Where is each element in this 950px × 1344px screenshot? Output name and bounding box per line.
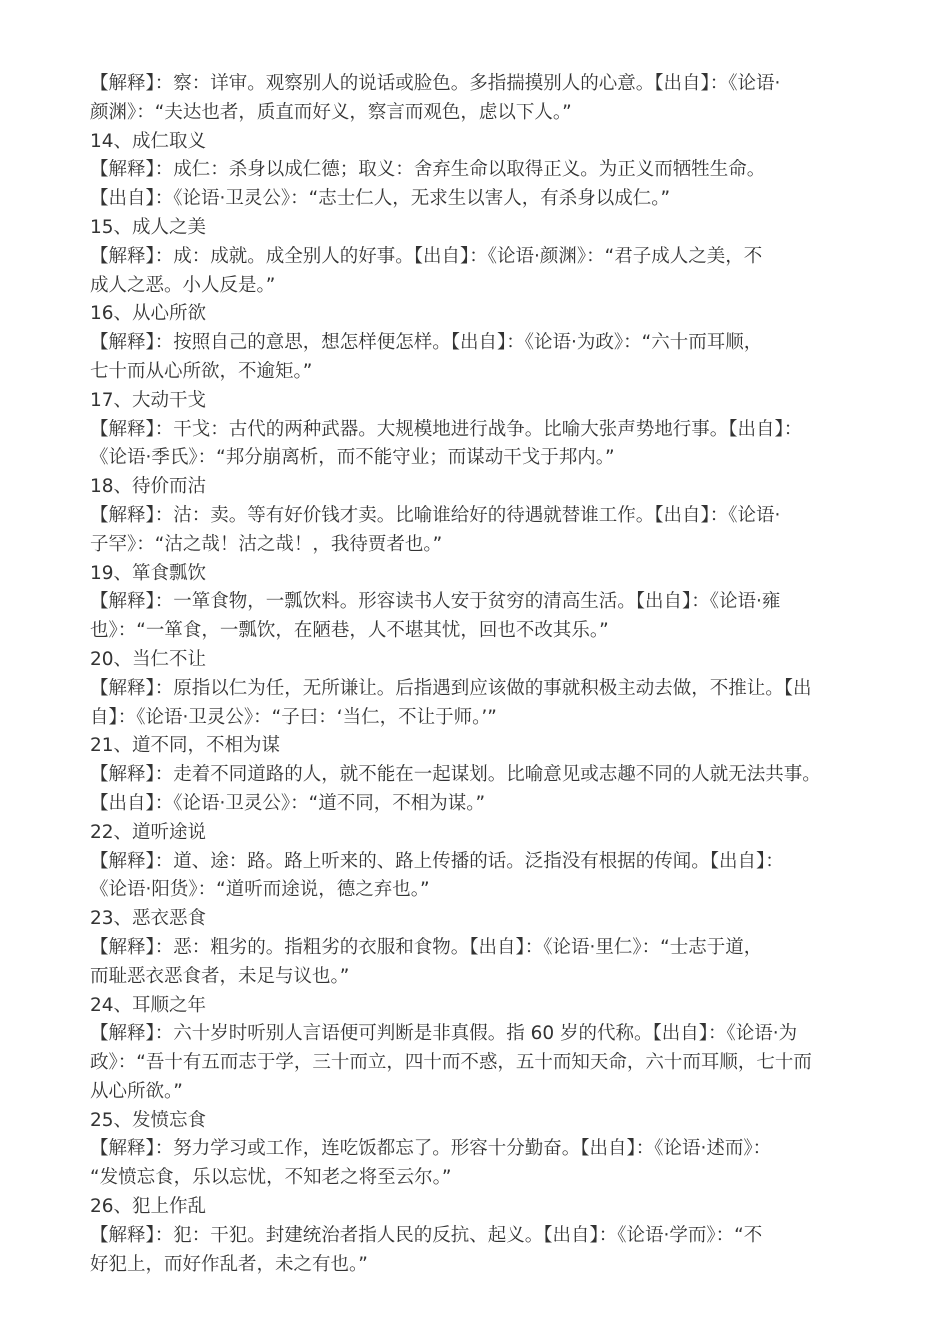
text-line: 好犯上，而好作乱者，未之有也。” xyxy=(90,1253,368,1275)
text-line: 【解释】：察：详审。观察别人的说话或脸色。多指揣摸别人的心意。【出自】：《论语· xyxy=(90,73,781,94)
text-line: 【解释】：走着不同道路的人，就不能在一起谋划。比喻意见或志趣不同的人就无法共事。 xyxy=(90,764,821,786)
idiom-heading: 23、恶衣恶食 xyxy=(90,908,207,930)
idiom-heading: 19、箪食瓢饮 xyxy=(90,562,207,584)
text-line: 从心所欲。” xyxy=(90,1080,183,1102)
text-line: 【解释】：沽：卖。等有好价钱才卖。比喻谁给好的待遇就替谁工作。【出自】：《论语· xyxy=(90,504,781,526)
text-line: 【解释】：成：成就。成全别人的好事。【出自】：《论语·颜渊》：“君子成人之美，不 xyxy=(90,245,763,267)
text-line: 【解释】：原指以仁为任，无所谦让。后指遇到应该做的事就积极主动去做，不推让。【出 xyxy=(90,677,812,699)
idiom-heading: 21、道不同，不相为谋 xyxy=(90,735,281,757)
text-line: 【解释】：犯：干犯。封建统治者指人民的反抗、起义。【出自】：《论语·学而》：“不 xyxy=(90,1224,763,1246)
text-line: 【解释】：道、途：路。路上听来的、路上传播的话。泛指没有根据的传闻。【出自】： xyxy=(90,850,784,872)
text-line: 成人之恶。小人反是。” xyxy=(90,274,276,296)
text-line: 颜渊》：“夫达也者，质直而好义，察言而观色，虑以下人。” xyxy=(90,101,572,123)
text-line: 【解释】：一箪食物，一瓢饮料。形容读书人安于贫穷的清高生活。【出自】：《论语·雍 xyxy=(90,591,781,613)
idiom-heading: 14、成仁取义 xyxy=(90,130,207,152)
text-line: 七十而从心所欲，不逾矩。” xyxy=(90,360,313,382)
text-line: 《论语·阳货》：“道听而途说，德之弃也。” xyxy=(90,879,430,901)
idiom-heading: 18、待价而沽 xyxy=(90,476,207,498)
text-line: 【解释】：成仁：杀身以成仁德；取义：舍弃生命以取得正义。为正义而牺牲生命。 xyxy=(90,159,766,181)
text-line: 而耻恶衣恶食者，未足与议也。” xyxy=(90,965,350,987)
text-line: 《论语·季氏》：“邦分崩离析，而不能守业；而谋动干戈于邦内。” xyxy=(90,447,615,469)
text-line: 【解释】：按照自己的意思，想怎样便怎样。【出自】：《论语·为政》：“六十而耳顺， xyxy=(90,332,763,354)
idiom-heading: 22、道听途说 xyxy=(90,821,207,843)
text-line: 【解释】：干戈：古代的两种武器。大规模地进行战争。比喻大张声势地行事。【出自】： xyxy=(90,418,803,440)
text-line: 也》：“一箪食，一瓢饮，在陋巷，人不堪其忧，回也不改其乐。” xyxy=(90,620,609,642)
text-line: 子罕》：“沽之哉！沽之哉！，我待贾者也。” xyxy=(90,533,443,555)
idiom-heading: 25、发愤忘食 xyxy=(90,1109,207,1131)
idiom-heading: 16、从心所欲 xyxy=(90,303,207,325)
text-line: 自】：《论语·卫灵公》：“子曰：‘当仁，不让于师。’” xyxy=(90,706,497,728)
text-line: 【出自】：《论语·卫灵公》：“志士仁人，无求生以害人，有杀身以成仁。” xyxy=(90,188,671,210)
idiom-heading: 17、大动干戈 xyxy=(90,389,207,411)
idiom-heading: 20、当仁不让 xyxy=(90,648,207,670)
text-line: 政》：“吾十有五而志于学，三十而立，四十而不惑，五十而知天命，六十而耳顺，七十而 xyxy=(90,1052,812,1074)
text-line: 【解释】：努力学习或工作，连吃饭都忘了。形容十分勤奋。【出自】：《论语·述而》： xyxy=(90,1138,772,1160)
idiom-heading: 26、犯上作乱 xyxy=(90,1196,207,1218)
text-line: 【解释】：恶：粗劣的。指粗劣的衣服和食物。【出自】：《论语·里仁》：“士志于道， xyxy=(90,936,763,958)
text-line: 【出自】：《论语·卫灵公》：“道不同，不相为谋。” xyxy=(90,792,486,814)
idiom-heading: 24、耳顺之年 xyxy=(90,994,207,1016)
text-line: “发愤忘食，乐以忘忧，不知老之将至云尔。” xyxy=(90,1167,452,1189)
document-page xyxy=(90,70,865,1279)
idiom-heading: 15、成人之美 xyxy=(90,216,207,238)
text-line: 【解释】：六十岁时听别人言语便可判断是非真假。指 60 岁的代称。【出自】：《论语·为 xyxy=(90,1023,798,1045)
